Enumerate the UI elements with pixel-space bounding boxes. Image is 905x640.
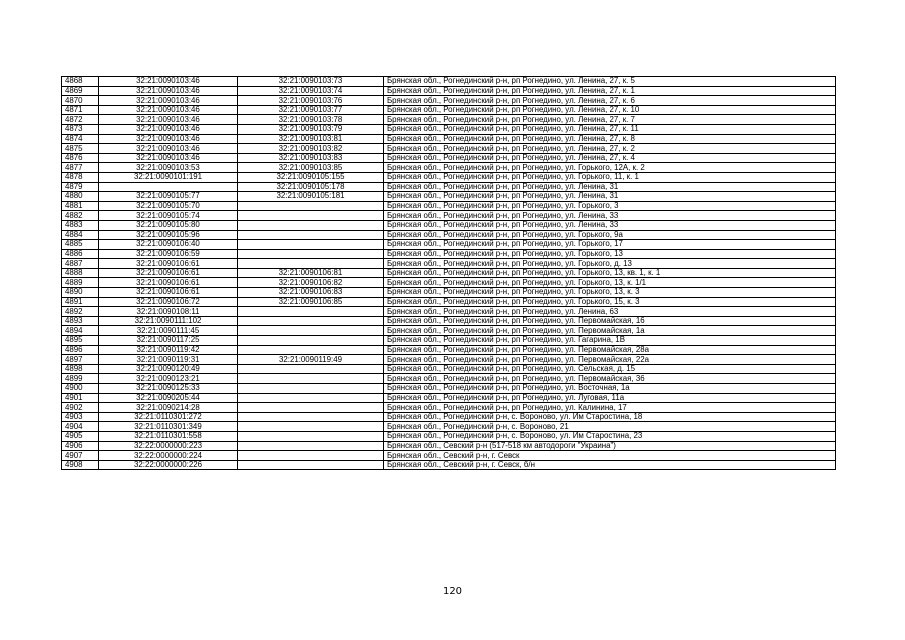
registry-table: [61, 76, 836, 470]
address-cell: Брянская обл., Рогнединский р-н, рп Рогнедино, ул. Ленина, 27, к. 7: [384, 115, 836, 125]
row-number-cell: 4901: [62, 393, 99, 403]
cadastral-number-cell: 32:22:0000000:226: [99, 460, 238, 470]
row-number-cell: 4873: [62, 124, 99, 134]
sub-cadastral-number-cell: 32:21:0090105:178: [238, 182, 384, 192]
sub-cadastral-number-cell: [238, 316, 384, 326]
address-cell: Брянская обл., Рогнединский р-н, рп Рогнедино, ул. Ленина, 33: [384, 220, 836, 230]
row-number-cell: 4898: [62, 364, 99, 374]
address-cell: Брянская обл., Рогнединский р-н, рп Рогнедино, ул. Первомайская, 36: [384, 374, 836, 384]
table-row: [62, 172, 836, 182]
row-number-cell: 4896: [62, 345, 99, 355]
row-number-cell: 4878: [62, 172, 99, 182]
sub-cadastral-number-cell: 32:21:0090103:79: [238, 124, 384, 134]
row-number-cell: 4892: [62, 307, 99, 317]
address-cell: Брянская обл., Рогнединский р-н, рп Рогнедино, ул. Горького, 17: [384, 240, 836, 250]
table-row: [62, 124, 836, 134]
table-row: [62, 249, 836, 259]
sub-cadastral-number-cell: 32:21:0090103:74: [238, 86, 384, 96]
cadastral-number-cell: 32:21:0090103:46: [99, 115, 238, 125]
cadastral-number-cell: 32:21:0090101:191: [99, 172, 238, 182]
row-number-cell: 4902: [62, 403, 99, 413]
table-row: [62, 364, 836, 374]
table-row: [62, 422, 836, 432]
table-row: [62, 259, 836, 269]
sub-cadastral-number-cell: 32:21:0090103:77: [238, 105, 384, 115]
address-cell: Брянская обл., Севский р-н, г. Севск, б/н: [384, 460, 836, 470]
address-cell: Брянская обл., Рогнединский р-н, с. Вороново, 21: [384, 422, 836, 432]
cadastral-number-cell: 32:21:0090111:45: [99, 326, 238, 336]
sub-cadastral-number-cell: 32:21:0090103:83: [238, 153, 384, 163]
table-row: [62, 211, 836, 221]
table-row: [62, 268, 836, 278]
table-row: [62, 153, 836, 163]
table-row: [62, 403, 836, 413]
address-cell: Брянская обл., Рогнединский р-н, рп Рогнедино, ул. Восточная, 1а: [384, 384, 836, 394]
row-number-cell: 4877: [62, 163, 99, 173]
cadastral-number-cell: 32:21:0090103:46: [99, 86, 238, 96]
cadastral-number-cell: 32:21:0090106:61: [99, 268, 238, 278]
address-cell: Брянская обл., Рогнединский р-н, рп Рогнедино, ул. Ленина, 27, к. 10: [384, 105, 836, 115]
table-row: [62, 86, 836, 96]
cadastral-number-cell: 32:21:0090119:31: [99, 355, 238, 365]
sub-cadastral-number-cell: [238, 384, 384, 394]
table-row: [62, 460, 836, 470]
sub-cadastral-number-cell: [238, 441, 384, 451]
cadastral-number-cell: 32:21:0090103:46: [99, 96, 238, 106]
cadastral-number-cell: 32:21:0090106:72: [99, 297, 238, 307]
address-cell: Брянская обл., Рогнединский р-н, рп Рогнедино, ул. Горького, 13, кв. 1, к. 1: [384, 268, 836, 278]
address-cell: Брянская обл., Рогнединский р-н, рп Рогнедино, ул. Ленина, 63: [384, 307, 836, 317]
table-row: [62, 182, 836, 192]
row-number-cell: 4890: [62, 288, 99, 298]
sub-cadastral-number-cell: 32:21:0090106:81: [238, 268, 384, 278]
sub-cadastral-number-cell: [238, 451, 384, 461]
table-row: [62, 278, 836, 288]
row-number-cell: 4879: [62, 182, 99, 192]
row-number-cell: 4888: [62, 268, 99, 278]
cadastral-number-cell: 32:21:0090106:61: [99, 278, 238, 288]
table-row: [62, 288, 836, 298]
cadastral-number-cell: 32:21:0090119:42: [99, 345, 238, 355]
address-cell: Брянская обл., Рогнединский р-н, рп Рогнедино, ул. Сельская, д. 15: [384, 364, 836, 374]
sub-cadastral-number-cell: 32:21:0090106:85: [238, 297, 384, 307]
row-number-cell: 4897: [62, 355, 99, 365]
row-number-cell: 4880: [62, 192, 99, 202]
sub-cadastral-number-cell: [238, 403, 384, 413]
table-row: [62, 115, 836, 125]
row-number-cell: 4891: [62, 297, 99, 307]
row-number-cell: 4906: [62, 441, 99, 451]
address-cell: Брянская обл., Севский р-н (517-518 км автодороги "Украина"): [384, 441, 836, 451]
table-row: [62, 336, 836, 346]
cadastral-number-cell: 32:21:0090117:25: [99, 336, 238, 346]
address-cell: Брянская обл., Рогнединский р-н, рп Рогнедино, ул. Ленина, 27, к. 8: [384, 134, 836, 144]
row-number-cell: 4872: [62, 115, 99, 125]
address-cell: Брянская обл., Рогнединский р-н, рп Рогнедино, ул. Ленина, 27, к. 5: [384, 77, 836, 87]
address-cell: Брянская обл., Рогнединский р-н, рп Рогнедино, ул. Первомайская, 28а: [384, 345, 836, 355]
cadastral-number-cell: 32:21:0090106:40: [99, 240, 238, 250]
sub-cadastral-number-cell: 32:21:0090103:76: [238, 96, 384, 106]
cadastral-number-cell: [99, 182, 238, 192]
sub-cadastral-number-cell: [238, 374, 384, 384]
table-row: [62, 307, 836, 317]
address-cell: Брянская обл., Рогнединский р-н, рп Рогнедино, ул. Ленина, 27, к. 11: [384, 124, 836, 134]
table-row: [62, 393, 836, 403]
cadastral-number-cell: 32:21:0090103:46: [99, 144, 238, 154]
row-number-cell: 4870: [62, 96, 99, 106]
table-row: [62, 384, 836, 394]
sub-cadastral-number-cell: [238, 412, 384, 422]
table-row: [62, 163, 836, 173]
table-row: [62, 316, 836, 326]
row-number-cell: 4895: [62, 336, 99, 346]
row-number-cell: 4907: [62, 451, 99, 461]
sub-cadastral-number-cell: 32:21:0090103:85: [238, 163, 384, 173]
sub-cadastral-number-cell: [238, 422, 384, 432]
address-cell: Брянская обл., Рогнединский р-н, рп Рогнедино, ул. Горького, 15, к. 3: [384, 297, 836, 307]
registry-table-body: [62, 77, 836, 470]
cadastral-number-cell: 32:22:0000000:224: [99, 451, 238, 461]
cadastral-number-cell: 32:21:0090105:96: [99, 230, 238, 240]
cadastral-number-cell: 32:21:0090111:102: [99, 316, 238, 326]
address-cell: Брянская обл., Рогнединский р-н, рп Рогнедино, ул. Гагарина, 1В: [384, 336, 836, 346]
table-row: [62, 220, 836, 230]
address-cell: Брянская обл., Рогнединский р-н, рп Рогнедино, ул. Ленина, 31: [384, 192, 836, 202]
sub-cadastral-number-cell: 32:21:0090103:78: [238, 115, 384, 125]
sub-cadastral-number-cell: [238, 240, 384, 250]
table-row: [62, 412, 836, 422]
cadastral-number-cell: 32:21:0090103:46: [99, 105, 238, 115]
table-row: [62, 451, 836, 461]
sub-cadastral-number-cell: [238, 364, 384, 374]
sub-cadastral-number-cell: 32:21:0090106:82: [238, 278, 384, 288]
row-number-cell: 4903: [62, 412, 99, 422]
address-cell: Брянская обл., Рогнединский р-н, рп Рогнедино, ул. Первомайская, 16: [384, 316, 836, 326]
row-number-cell: 4908: [62, 460, 99, 470]
row-number-cell: 4885: [62, 240, 99, 250]
table-row: [62, 431, 836, 441]
address-cell: Брянская обл., Рогнединский р-н, рп Рогнедино, ул. Горького, 13, к. 1/1: [384, 278, 836, 288]
address-cell: Брянская обл., Рогнединский р-н, рп Рогнедино, ул. Горького, 11, к. 1: [384, 172, 836, 182]
sub-cadastral-number-cell: [238, 249, 384, 259]
sub-cadastral-number-cell: [238, 230, 384, 240]
cadastral-number-cell: 32:21:0090105:77: [99, 192, 238, 202]
table-row: [62, 105, 836, 115]
cadastral-number-cell: 32:21:0110301:349: [99, 422, 238, 432]
sub-cadastral-number-cell: 32:21:0090103:82: [238, 144, 384, 154]
row-number-cell: 4883: [62, 220, 99, 230]
cadastral-number-cell: 32:21:0090106:59: [99, 249, 238, 259]
sub-cadastral-number-cell: [238, 259, 384, 269]
address-cell: Брянская обл., Рогнединский р-н, рп Рогнедино, ул. Горького, д. 13: [384, 259, 836, 269]
sub-cadastral-number-cell: 32:21:0090105:155: [238, 172, 384, 182]
row-number-cell: 4871: [62, 105, 99, 115]
address-cell: Брянская обл., Рогнединский р-н, рп Рогнедино, ул. Ленина, 27, к. 2: [384, 144, 836, 154]
row-number-cell: 4869: [62, 86, 99, 96]
cadastral-number-cell: 32:21:0090103:53: [99, 163, 238, 173]
row-number-cell: 4868: [62, 77, 99, 87]
address-cell: Брянская обл., Рогнединский р-н, рп Рогнедино, ул. Горького, 13, к. 3: [384, 288, 836, 298]
table-row: [62, 230, 836, 240]
address-cell: Брянская обл., Рогнединский р-н, рп Рогнедино, ул. Горького, 3: [384, 201, 836, 211]
address-cell: Брянская обл., Рогнединский р-н, рп Рогнедино, ул. Первомайская, 22а: [384, 355, 836, 365]
address-cell: Брянская обл., Рогнединский р-н, рп Рогнедино, ул. Первомайская, 1а: [384, 326, 836, 336]
table-row: [62, 96, 836, 106]
address-cell: Брянская обл., Рогнединский р-н, рп Рогнедино, ул. Ленина, 31: [384, 182, 836, 192]
address-cell: Брянская обл., Рогнединский р-н, рп Рогнедино, ул. Ленина, 27, к. 4: [384, 153, 836, 163]
cadastral-number-cell: 32:21:0090105:80: [99, 220, 238, 230]
row-number-cell: 4905: [62, 431, 99, 441]
row-number-cell: 4893: [62, 316, 99, 326]
row-number-cell: 4882: [62, 211, 99, 221]
row-number-cell: 4884: [62, 230, 99, 240]
table-row: [62, 355, 836, 365]
address-cell: Брянская обл., Рогнединский р-н, рп Рогнедино, ул. Горького, 9а: [384, 230, 836, 240]
cadastral-number-cell: 32:21:0090103:46: [99, 77, 238, 87]
cadastral-number-cell: 32:21:0110301:272: [99, 412, 238, 422]
row-number-cell: 4881: [62, 201, 99, 211]
sub-cadastral-number-cell: [238, 336, 384, 346]
address-cell: Брянская обл., Рогнединский р-н, рп Рогнедино, ул. Ленина, 27, к. 6: [384, 96, 836, 106]
sub-cadastral-number-cell: 32:21:0090103:73: [238, 77, 384, 87]
sub-cadastral-number-cell: 32:21:0090119:49: [238, 355, 384, 365]
cadastral-number-cell: 32:21:0090125:33: [99, 384, 238, 394]
address-cell: Брянская обл., Рогнединский р-н, рп Рогнедино, ул. Горького, 12А, к. 2: [384, 163, 836, 173]
row-number-cell: 4875: [62, 144, 99, 154]
page-number: 120: [442, 586, 463, 597]
row-number-cell: 4886: [62, 249, 99, 259]
address-cell: Брянская обл., Рогнединский р-н, с. Вороново, ул. Им Старостина, 18: [384, 412, 836, 422]
cadastral-number-cell: 32:21:0090103:46: [99, 153, 238, 163]
address-cell: Брянская обл., Рогнединский р-н, рп Рогнедино, ул. Луговая, 11а: [384, 393, 836, 403]
table-row: [62, 374, 836, 384]
table-row: [62, 297, 836, 307]
cadastral-number-cell: 32:21:0090103:46: [99, 124, 238, 134]
address-cell: Брянская обл., Рогнединский р-н, рп Рогнедино, ул. Калинина, 17: [384, 403, 836, 413]
row-number-cell: 4900: [62, 384, 99, 394]
sub-cadastral-number-cell: [238, 211, 384, 221]
cadastral-number-cell: 32:21:0090106:61: [99, 259, 238, 269]
sub-cadastral-number-cell: 32:21:0090105:181: [238, 192, 384, 202]
sub-cadastral-number-cell: [238, 393, 384, 403]
cadastral-number-cell: 32:21:0090105:70: [99, 201, 238, 211]
row-number-cell: 4876: [62, 153, 99, 163]
cadastral-number-cell: 32:21:0090214:28: [99, 403, 238, 413]
table-row: [62, 192, 836, 202]
cadastral-number-cell: 32:21:0090108:11: [99, 307, 238, 317]
address-cell: Брянская обл., Рогнединский р-н, рп Рогнедино, ул. Ленина, 27, к. 1: [384, 86, 836, 96]
sub-cadastral-number-cell: [238, 201, 384, 211]
sub-cadastral-number-cell: [238, 431, 384, 441]
table-row: [62, 201, 836, 211]
table-row: [62, 134, 836, 144]
row-number-cell: 4904: [62, 422, 99, 432]
row-number-cell: 4874: [62, 134, 99, 144]
row-number-cell: 4894: [62, 326, 99, 336]
row-number-cell: 4899: [62, 374, 99, 384]
sub-cadastral-number-cell: [238, 460, 384, 470]
cadastral-number-cell: 32:21:0090123:21: [99, 374, 238, 384]
table-row: [62, 345, 836, 355]
sub-cadastral-number-cell: 32:21:0090106:83: [238, 288, 384, 298]
sub-cadastral-number-cell: [238, 307, 384, 317]
row-number-cell: 4887: [62, 259, 99, 269]
sub-cadastral-number-cell: 32:21:0090103:81: [238, 134, 384, 144]
sub-cadastral-number-cell: [238, 326, 384, 336]
cadastral-number-cell: 32:22:0000000:223: [99, 441, 238, 451]
row-number-cell: 4889: [62, 278, 99, 288]
cadastral-number-cell: 32:21:0110301:558: [99, 431, 238, 441]
table-row: [62, 441, 836, 451]
table-row: [62, 77, 836, 87]
address-cell: Брянская обл., Рогнединский р-н, с. Вороново, ул. Им Старостина, 23: [384, 431, 836, 441]
table-row: [62, 326, 836, 336]
sub-cadastral-number-cell: [238, 345, 384, 355]
cadastral-number-cell: 32:21:0090120:49: [99, 364, 238, 374]
cadastral-number-cell: 32:21:0090103:46: [99, 134, 238, 144]
address-cell: Брянская обл., Рогнединский р-н, рп Рогнедино, ул. Горького, 13: [384, 249, 836, 259]
address-cell: Брянская обл., Рогнединский р-н, рп Рогнедино, ул. Ленина, 33: [384, 211, 836, 221]
table-row: [62, 240, 836, 250]
table-row: [62, 144, 836, 154]
cadastral-number-cell: 32:21:0090105:74: [99, 211, 238, 221]
address-cell: Брянская обл., Севский р-н, г. Севск: [384, 451, 836, 461]
sub-cadastral-number-cell: [238, 220, 384, 230]
cadastral-number-cell: 32:21:0090106:61: [99, 288, 238, 298]
cadastral-number-cell: 32:21:0090205:44: [99, 393, 238, 403]
